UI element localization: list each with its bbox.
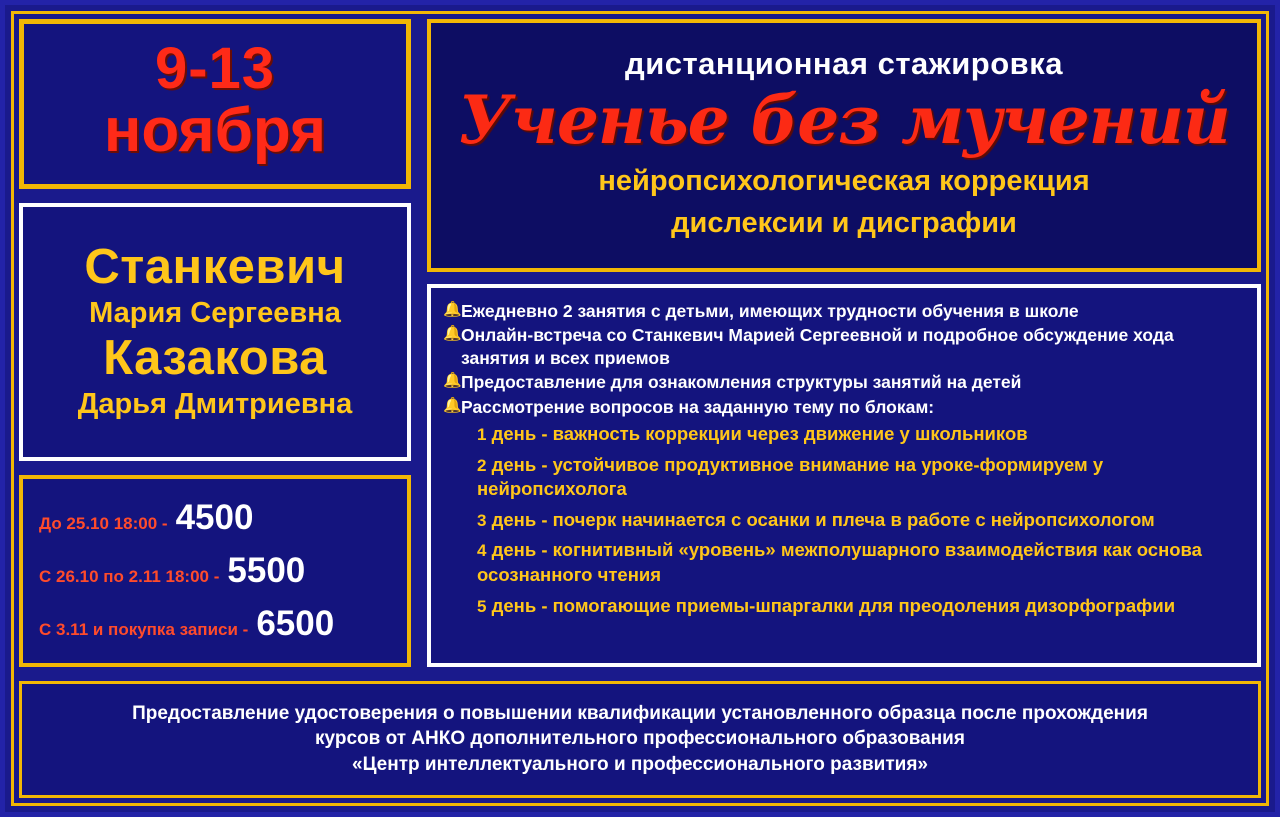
presenter-2-fullname: Дарья Дмитриевна	[77, 387, 353, 420]
list-item	[443, 371, 1243, 393]
price-block	[19, 475, 411, 667]
day-list	[443, 422, 1243, 618]
day-number-3: 3	[477, 510, 487, 530]
bullet-text-2: Онлайн-встреча со Станкевич Марией Сергеевной и подробное обсуждение хода занятия и всех приемов	[461, 325, 1174, 368]
presenter-1-fullname: Мария Сергеевна	[89, 297, 341, 330]
day-text-4: день - когнитивный «уровень» межполушарного взаимодействия как основа осознанного чтения	[477, 539, 1202, 585]
top-row	[19, 19, 1261, 667]
date-days: 9-13	[154, 36, 276, 102]
left-column	[19, 19, 411, 667]
poster-inner	[19, 19, 1261, 798]
price-value-3: 6500	[256, 603, 335, 643]
day-item	[477, 422, 1243, 447]
day-text-2: день - устойчивое продуктивное внимание на уроке-формируем у нейропсихолога	[477, 453, 1104, 500]
list-item	[443, 300, 1243, 322]
price-label-1: До 25.10 18:00 -	[39, 513, 168, 533]
page-title: Ученье без мучений	[458, 80, 1230, 159]
day-number-1: 1	[477, 424, 487, 444]
header-subtitle-2: дислексии и дисграфии	[671, 207, 1017, 240]
day-text-1: день - важность коррекции через движение у школьников	[491, 422, 1028, 444]
date-month: ноября	[103, 96, 327, 166]
day-number-5: 5	[477, 596, 487, 616]
day-item	[477, 594, 1243, 619]
bell-icon: 🔔	[443, 372, 462, 390]
day-item	[477, 538, 1243, 587]
bell-icon: 🔔	[443, 396, 462, 414]
day-item	[477, 508, 1243, 533]
right-column	[427, 19, 1261, 667]
footer-line-1: Предоставление удостоверения о повышении квалификации установленного образца после прохождения	[132, 703, 1148, 725]
bullet-text-3: Предоставление для ознакомления структуры занятий на детей	[461, 372, 1022, 393]
header-subtitle-1: нейропсихологическая коррекция	[598, 164, 1090, 197]
presenter-2-surname: Казакова	[103, 331, 327, 385]
price-label-2: С 26.10 по 2.11 18:00 -	[39, 566, 220, 586]
price-row	[39, 603, 391, 643]
price-row	[39, 497, 391, 537]
list-item	[443, 324, 1243, 369]
price-value-2: 5500	[227, 550, 306, 590]
day-text-3: день - почерк начинается с осанки и плеча в работе с нейропсихологом	[491, 508, 1155, 530]
header-block	[427, 19, 1261, 272]
bell-icon: 🔔	[443, 325, 462, 343]
bullet-text-1: Ежедневно 2 занятия с детьми, имеющих трудности обучения в школе	[461, 301, 1079, 321]
list-item	[443, 396, 1243, 418]
day-item	[477, 453, 1243, 502]
footer-line-2: курсов от АНКО дополнительного профессионального образования	[315, 728, 965, 750]
bullet-text-4: Рассмотрение вопросов на заданную тему по блокам:	[461, 396, 935, 417]
bullets-block	[427, 284, 1261, 667]
bell-icon: 🔔	[443, 301, 462, 318]
presenter-1-surname: Станкевич	[84, 240, 346, 295]
price-value-1: 4500	[175, 497, 254, 537]
footer-line-3: «Центр интеллектуального и профессионального развития»	[352, 753, 928, 775]
day-text-5: день - помогающие приемы-шпаргалки для преодоления дизорфографии	[491, 594, 1176, 616]
footer-block	[19, 681, 1261, 798]
price-label-3: С 3.11 и покупка записи -	[39, 619, 249, 639]
day-number-2: 2	[477, 455, 487, 475]
price-row	[39, 550, 391, 590]
day-number-4: 4	[477, 541, 487, 561]
header-kicker: дистанционная стажировка	[625, 45, 1063, 81]
date-block	[19, 19, 411, 189]
presenters-block	[19, 203, 411, 461]
